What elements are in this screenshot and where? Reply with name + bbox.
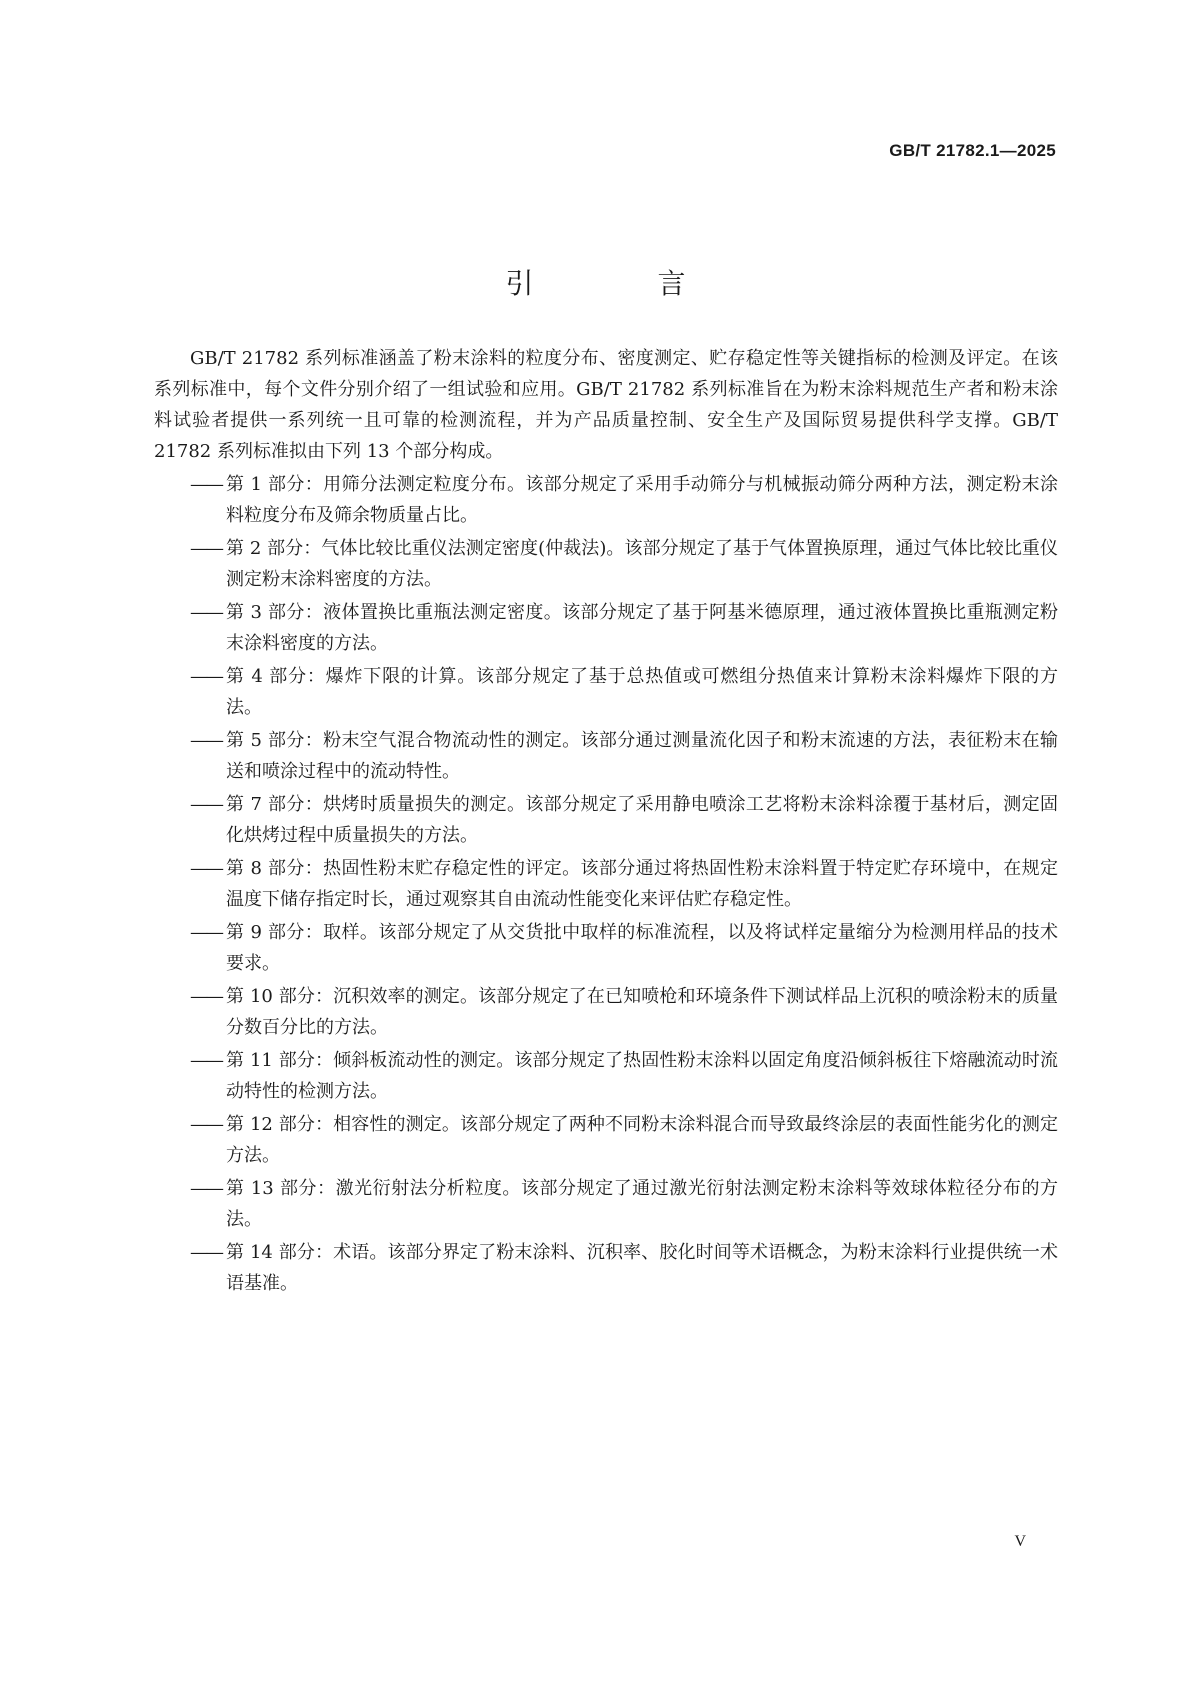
part-text: 第 7 部分：烘烤时质量损失的测定。该部分规定了采用静电喷涂工艺将粉末涂料涂覆于基材后，测定固化烘烤过程中质量损失的方法。: [226, 794, 1058, 846]
part-text: 第 2 部分：气体比较比重仪法测定密度(仲裁法)。该部分规定了基于气体置换原理，通过气体比较比重仪测定粉末涂料密度的方法。: [226, 538, 1058, 590]
part-text: 第 5 部分：粉末空气混合物流动性的测定。该部分通过测量流化因子和粉末流速的方法，表征粉末在输送和喷涂过程中的流动特性。: [226, 730, 1058, 782]
list-dash: ——: [190, 602, 222, 623]
list-dash: ——: [190, 922, 222, 943]
part-item: [154, 917, 1058, 979]
part-item: [154, 469, 1058, 531]
list-dash: ——: [190, 730, 222, 751]
list-dash: ——: [190, 1242, 222, 1263]
part-item: [154, 1109, 1058, 1171]
part-text: 第 13 部分：激光衍射法分析粒度。该部分规定了通过激光衍射法测定粉末涂料等效球体粒径分布的方法。: [226, 1178, 1058, 1230]
part-text: 第 9 部分：取样。该部分规定了从交货批中取样的标准流程，以及将试样定量缩分为检测用样品的技术要求。: [226, 922, 1058, 974]
list-dash: ——: [190, 666, 222, 687]
part-text: 第 4 部分：爆炸下限的计算。该部分规定了基于总热值或可燃组分热值来计算粉末涂料爆炸下限的方法。: [226, 666, 1058, 718]
part-item: [154, 1173, 1058, 1235]
list-dash: ——: [190, 1050, 222, 1071]
part-text: 第 8 部分：热固性粉末贮存稳定性的评定。该部分通过将热固性粉末涂料置于特定贮存环境中，在规定温度下储存指定时长，通过观察其自由流动性能变化来评估贮存稳定性。: [226, 858, 1058, 910]
part-item: [154, 597, 1058, 659]
part-text: 第 3 部分：液体置换比重瓶法测定密度。该部分规定了基于阿基米德原理，通过液体置换比重瓶测定粉末涂料密度的方法。: [226, 602, 1058, 654]
part-item: [154, 981, 1058, 1043]
part-item: [154, 725, 1058, 787]
part-text: 第 12 部分：相容性的测定。该部分规定了两种不同粉末涂料混合而导致最终涂层的表面性能劣化的测定方法。: [226, 1114, 1058, 1166]
part-text: 第 10 部分：沉积效率的测定。该部分规定了在已知喷枪和环境条件下测试样品上沉积的喷涂粉末的质量分数百分比的方法。: [226, 986, 1058, 1038]
list-dash: ——: [190, 986, 222, 1007]
part-item: [154, 661, 1058, 723]
page-number: V: [1014, 1533, 1026, 1550]
list-dash: ——: [190, 794, 222, 815]
page-title: 引 言: [505, 266, 734, 300]
part-item: [154, 1045, 1058, 1107]
part-item: [154, 533, 1058, 595]
part-item: [154, 1237, 1058, 1299]
part-text: 第 11 部分：倾斜板流动性的测定。该部分规定了热固性粉末涂料以固定角度沿倾斜板往下熔融流动时流动特性的检测方法。: [226, 1050, 1058, 1102]
list-dash: ——: [190, 858, 222, 879]
part-text: 第 1 部分：用筛分法测定粒度分布。该部分规定了采用手动筛分与机械振动筛分两种方法，测定粉末涂料粒度分布及筛余物质量占比。: [226, 474, 1058, 526]
standard-number-header: GB/T 21782.1—2025: [889, 141, 1056, 160]
document-body: [154, 343, 1058, 1299]
part-item: [154, 789, 1058, 851]
parts-list: [154, 469, 1058, 1299]
part-text: 第 14 部分：术语。该部分界定了粉末涂料、沉积率、胶化时间等术语概念，为粉末涂料行业提供统一术语基准。: [226, 1242, 1058, 1294]
list-dash: ——: [190, 474, 222, 495]
list-dash: ——: [190, 1178, 222, 1199]
list-dash: ——: [190, 1114, 222, 1135]
intro-paragraph: GB/T 21782 系列标准涵盖了粉末涂料的粒度分布、密度测定、贮存稳定性等关键指标的检测及评定。在该系列标准中，每个文件分别介绍了一组试验和应用。GB/T 21782 系列标准旨在为粉末涂料规范生产者和粉末涂料试验者提供一系列统一且可靠的检测流程，并为产品质量控制、安全生产及国际贸易提供科学支撑。GB/T 21782 系列标准拟由下列 13 个部分构成。: [154, 348, 1058, 462]
list-dash: ——: [190, 538, 222, 559]
part-item: [154, 853, 1058, 915]
